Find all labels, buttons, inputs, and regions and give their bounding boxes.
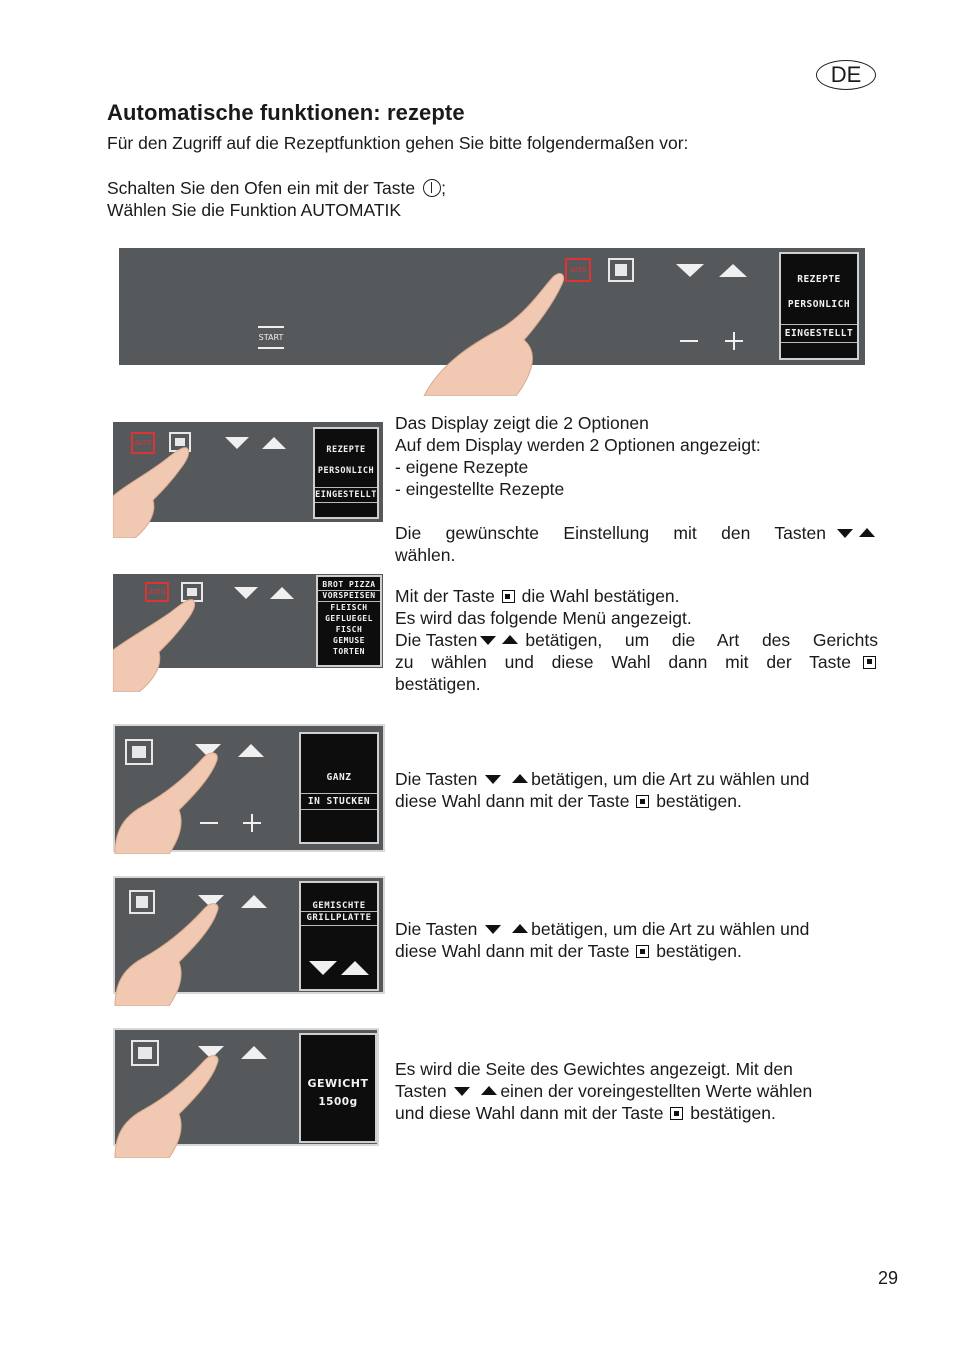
up-arrow-icon[interactable] [238,744,264,757]
display-line: FISCH [335,625,363,634]
inline-arrows [834,522,878,544]
language-code: DE [830,62,862,87]
display-line: FLEISCH [330,603,368,612]
inline-arrows [477,629,521,651]
text-line [395,940,878,962]
minus-button[interactable] [680,340,698,342]
step-instructions [107,177,446,221]
up-arrow-icon [512,774,528,783]
auto-label: AUTO [134,439,152,447]
confirm-button[interactable] [608,258,634,282]
display-line: GEMUSE [333,636,365,645]
text-line: wählen. [395,545,456,565]
text-block-mixed-grill [395,918,878,962]
text-segment: Tasten [395,1081,447,1101]
text-line: Es wird das folgende Menü angezeigt. [395,608,692,628]
dish-type-display [316,575,382,667]
hand-icon [420,268,570,396]
text-segment: einen der voreingestellten Werte wählen [500,1081,813,1101]
confirm-icon [636,795,649,808]
display-line: TORTEN [333,647,365,656]
intro-text: Für den Zugriff auf die Rezeptfunktion gehen Sie bitte folgendermaßen vor: [107,133,689,153]
text-segment: Die Tasten [395,630,478,650]
down-arrow-icon[interactable] [234,587,258,599]
text-segment: Mit der Taste [395,586,495,606]
text-block-whole-pieces [395,768,878,812]
display-line: BROT PIZZA [322,580,376,589]
mixed-grill-display [299,881,379,991]
hand-icon [113,1052,223,1158]
up-arrow-icon[interactable] [262,437,286,449]
display-line: GEWICHT [307,1077,369,1090]
confirm-icon [636,945,649,958]
up-arrow-icon[interactable] [241,895,267,908]
text-line [395,629,878,651]
text-block-menu [395,585,878,695]
step-2: Wählen Sie die Funktion AUTOMATIK [107,200,402,220]
text-line: Es wird die Seite des Gewichtes angezeigt. Mit den [395,1059,793,1079]
text-line [395,918,878,940]
display-line: GEMISCHTE [312,901,366,911]
down-arrow-icon [480,636,496,645]
step-1-suffix: ; [441,178,446,198]
text-line: - eingestellte Rezepte [395,479,565,499]
up-arrow-icon[interactable] [241,1046,267,1059]
display-line: PERSONLICH [787,299,851,310]
hand-icon [113,748,223,854]
display-down-arrow-icon [309,961,337,975]
text-line [395,790,878,812]
up-arrow-icon [859,528,875,537]
text-line [395,1080,878,1102]
text-line: Auf dem Display werden 2 Optionen angezeigt: [395,435,761,455]
confirm-icon [502,590,515,603]
step-1 [107,177,446,199]
text-segment: betätigen, um die Art zu wählen und [531,769,810,789]
display-up-arrow-icon [341,961,369,975]
display-line: REZEPTE [797,274,841,285]
text-segment: die Wahl bestätigen. [521,586,680,606]
hand-icon [113,440,193,538]
auto-label: AUTO [569,266,587,274]
display-line-selected: IN STUCKEN [301,793,377,810]
text-line-justified: Die gewünschte Einstellung mit den Tasten [395,523,826,543]
text-line: - eigene Rezepte [395,457,529,477]
text-line [395,768,878,790]
up-arrow-icon [512,924,528,933]
up-arrow-icon [502,635,518,644]
up-arrow-icon [481,1086,497,1095]
plus-button[interactable] [725,332,743,350]
text-block-options [395,412,878,566]
down-arrow-icon[interactable] [676,264,704,277]
text-segment: zu wählen und diese Wahl dann mit der Taste [395,652,851,672]
down-arrow-icon[interactable] [225,437,249,449]
plus-button[interactable] [243,814,261,832]
step-1-text: Schalten Sie den Ofen ein mit der Taste [107,178,416,198]
start-label: START [258,333,284,342]
text-line [395,651,878,673]
weight-value: 1500g [318,1096,358,1108]
hand-icon [113,900,223,1006]
display-line: PERSONLICH [317,466,375,476]
main-display [779,252,859,360]
display-line-selected: VORSPEISEN [318,590,380,602]
text-segment: und diese Wahl dann mit der Taste [395,1103,664,1123]
up-arrow-icon[interactable] [270,587,294,599]
text-segment: diese Wahl dann mit der Taste [395,941,630,961]
hand-icon [113,592,203,692]
text-segment: betätigen, um die Art des Gerichts [525,630,878,650]
text-segment: Die Tasten [395,919,478,939]
text-segment: Die Tasten [395,769,478,789]
text-line [395,585,878,607]
down-arrow-icon [837,529,853,538]
up-arrow-icon[interactable] [719,264,747,277]
display-line: GANZ [326,772,352,783]
display-line-selected: EINGESTELLT [315,487,377,503]
display-line: GEFLUEGEL [325,614,373,623]
weight-display [299,1033,377,1143]
text-segment: bestätigen. [690,1103,776,1123]
display-line: REZEPTE [326,445,366,455]
text-segment: bestätigen. [656,941,742,961]
confirm-icon [670,1107,683,1120]
display-line-selected: GRILLPLATTE [301,911,377,926]
language-badge [816,60,876,90]
page-title: Automatische funktionen: rezepte [107,100,465,125]
text-line [395,1102,878,1124]
page-number: 29 [878,1268,899,1288]
text-line [395,522,878,544]
text-block-weight [395,1058,878,1124]
text-line: Das Display zeigt die 2 Optionen [395,413,649,433]
text-segment: bestätigen. [656,791,742,811]
power-icon [423,179,441,197]
text-segment: diese Wahl dann mit der Taste [395,791,630,811]
text-segment: betätigen, um die Art zu wählen und [531,919,810,939]
start-button[interactable] [258,326,284,349]
down-arrow-icon [485,925,501,934]
text-line: bestätigen. [395,674,481,694]
whole-pieces-display [299,732,379,844]
auto-label: AUTO [148,588,166,596]
display-line-selected: EINGESTELLT [781,324,857,343]
down-arrow-icon [485,775,501,784]
down-arrow-icon [454,1087,470,1096]
confirm-icon [863,656,876,669]
options-display [313,427,379,519]
